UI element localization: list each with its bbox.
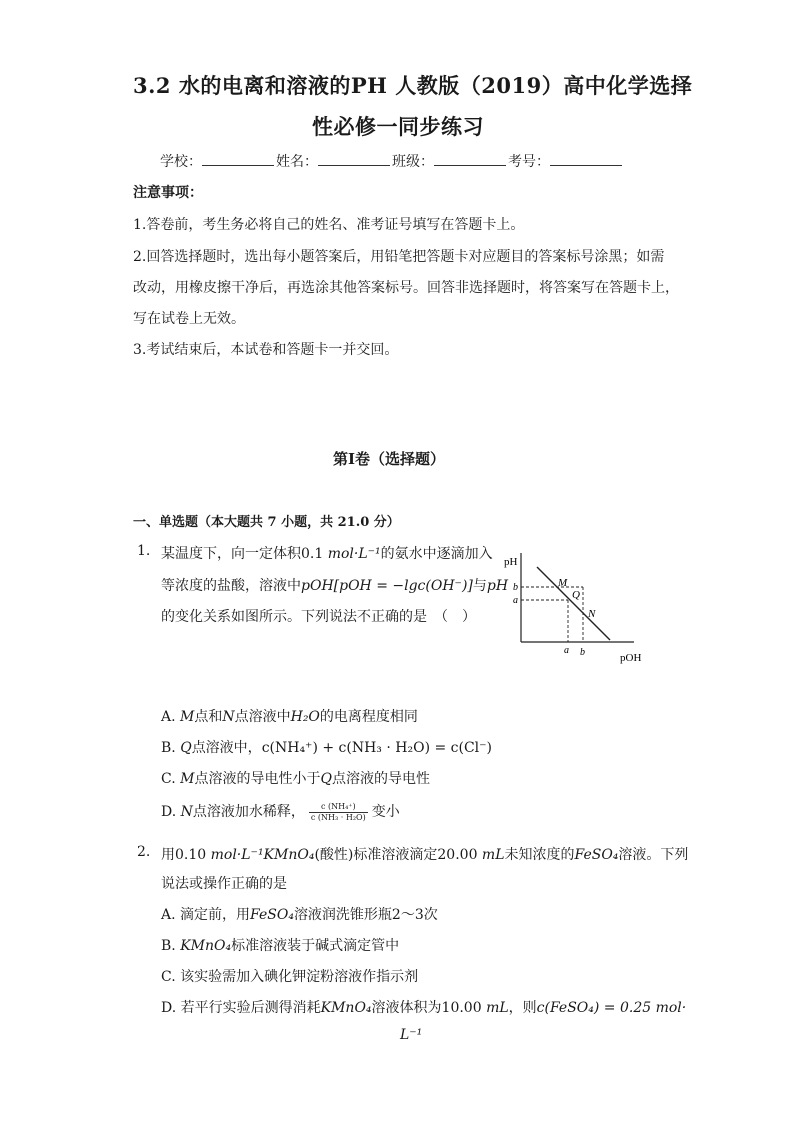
option-equation: c(NH₄⁺) + c(NH₃ · H₂O) = c(Cl⁻) [261, 740, 493, 756]
option-text: 点溶液的导电性 [331, 771, 430, 787]
q2-text: (酸性)标准溶液滴定20.00 [314, 847, 482, 863]
q2-option-b[interactable] [161, 935, 399, 955]
option-math: M [180, 709, 195, 725]
q2-option-d[interactable] [161, 997, 686, 1017]
option-text: B. [161, 740, 181, 756]
field-id-blank[interactable] [550, 152, 622, 166]
q1-line1 [161, 543, 493, 563]
q1-text: 与 [472, 578, 487, 594]
graph-point-m: M [558, 577, 568, 589]
option-text: ，则 [508, 1000, 537, 1016]
option-math: Q [180, 740, 192, 756]
option-text: 点和 [194, 709, 223, 725]
option-text: B. [161, 938, 181, 954]
graph-y-label: pH [504, 556, 518, 568]
q1-unit: mol·L⁻¹ [327, 546, 381, 562]
q1-math: pOH[pOH = −lgc(OH⁻)] [301, 578, 473, 594]
q1-text: 的氨水中逐滴加入 [380, 546, 493, 562]
fraction-numerator: c (NH₄⁺) [309, 802, 368, 813]
notice-item-2b: 改动，用橡皮擦干净后，再选涂其他答案标号。回答非选择题时，将答案写在答题卡上， [133, 280, 679, 296]
q1-text: 等浓度的盐酸，溶液中 [161, 578, 301, 594]
q2-line2: 说法或操作正确的是 [161, 876, 287, 892]
q2-line1 [161, 844, 688, 864]
field-school-blank[interactable] [202, 152, 274, 166]
field-school-label: 学校： [160, 154, 202, 170]
option-math: H₂O [290, 709, 320, 725]
q1-option-d[interactable] [161, 801, 400, 823]
option-text: A. 滴定前，用 [161, 907, 251, 923]
option-text: 的电离程度相同 [319, 709, 418, 725]
q2-math: mL [481, 847, 505, 863]
notice-item-1: 1.答卷前，考生务必将自己的姓名、准考证号填写在答题卡上。 [133, 217, 525, 233]
volume-title: 第Ⅰ卷（选择题） [333, 450, 446, 468]
option-math: KMnO₄ [320, 1000, 372, 1016]
option-text: 点溶液加水稀释， [192, 804, 305, 820]
notice-heading: 注意事项： [133, 185, 203, 201]
option-math: N [180, 804, 193, 820]
notice-item-3: 3.考试结束后，本试卷和答题卡一并交回。 [133, 342, 399, 358]
option-text: D. [161, 804, 181, 820]
option-text: 点溶液中 [234, 709, 291, 725]
graph-a-y: a [513, 595, 518, 606]
field-class-label: 班级： [392, 154, 434, 170]
graph-b-x: b [580, 647, 585, 658]
option-fraction [309, 802, 368, 823]
option-math: FeSO₄ [250, 907, 294, 923]
page-title-line1: 3.2 水的电离和溶液的PH 人教版（2019）高中化学选择 [133, 73, 693, 98]
option-text: 变小 [371, 804, 400, 820]
q1-option-a[interactable] [161, 706, 418, 726]
q2-option-c[interactable]: C. 该实验需加入碘化钾淀粉溶液作指示剂 [161, 969, 419, 985]
field-class-blank[interactable] [434, 152, 506, 166]
option-math: N [222, 709, 235, 725]
q1-text: 某温度下，向一定体积0.1 [161, 546, 328, 562]
q1-graph [494, 545, 664, 670]
option-math: mL [486, 1000, 509, 1016]
option-equation: c(FeSO₄) = 0.25 mol· [536, 1000, 687, 1016]
graph-a-x: a [564, 645, 569, 656]
q1-line3: 的变化关系如图所示。下列说法不正确的是 （ ） [161, 609, 476, 625]
option-math: KMnO₄ [180, 938, 232, 954]
q1-option-b[interactable] [161, 737, 492, 757]
q2-number: 2. [137, 844, 151, 860]
section-title: 一、单选题（本大题共 7 小题，共 21.0 分） [133, 515, 400, 530]
option-text: 标准溶液装于碱式滴定管中 [231, 938, 400, 954]
option-math: Q [320, 771, 332, 787]
q2-text: 未知浓度的 [504, 847, 575, 863]
q2-text: 用0.10 [161, 847, 211, 863]
option-text: 点溶液的导电性小于 [194, 771, 321, 787]
q2-option-a[interactable] [161, 904, 438, 924]
q2-text: 溶液。下列 [618, 847, 689, 863]
option-text: A. [161, 709, 181, 725]
fraction-denominator: c (NH₃ · H₂O) [310, 812, 366, 822]
option-text: 溶液体积为10.00 [371, 1000, 487, 1016]
notice-item-2c: 写在试卷上无效。 [133, 311, 245, 327]
option-text: 点溶液中， [191, 740, 262, 756]
q1-line2 [161, 575, 508, 595]
q1-number: 1. [137, 543, 151, 559]
graph-point-n: N [588, 608, 596, 620]
option-text: C. [161, 771, 181, 787]
info-fields [160, 151, 624, 171]
page-title-line2: 性必修一同步练习 [312, 114, 484, 139]
graph-x-label: pOH [620, 652, 642, 664]
option-math: M [180, 771, 195, 787]
q2-math: mol·L⁻¹KMnO₄ [210, 847, 315, 863]
graph-b-y: b [513, 582, 518, 593]
field-name-blank[interactable] [318, 152, 390, 166]
q1-math: pH [486, 578, 509, 594]
option-text: D. 若平行实验后测得消耗 [161, 1000, 321, 1016]
graph-point-q: Q [572, 589, 580, 601]
field-name-label: 姓名： [276, 154, 318, 170]
notice-item-2a: 2.回答选择题时，选出每小题答案后，用铅笔把答题卡对应题目的答案标号涂黑；如需 [133, 249, 665, 265]
option-text: 溶液润洗锥形瓶2～3次 [293, 907, 438, 923]
field-id-label: 考号： [508, 154, 550, 170]
q1-option-c[interactable] [161, 768, 430, 788]
q2-option-d-tail: L⁻¹ [400, 1027, 423, 1043]
q2-math: FeSO₄ [574, 847, 619, 863]
